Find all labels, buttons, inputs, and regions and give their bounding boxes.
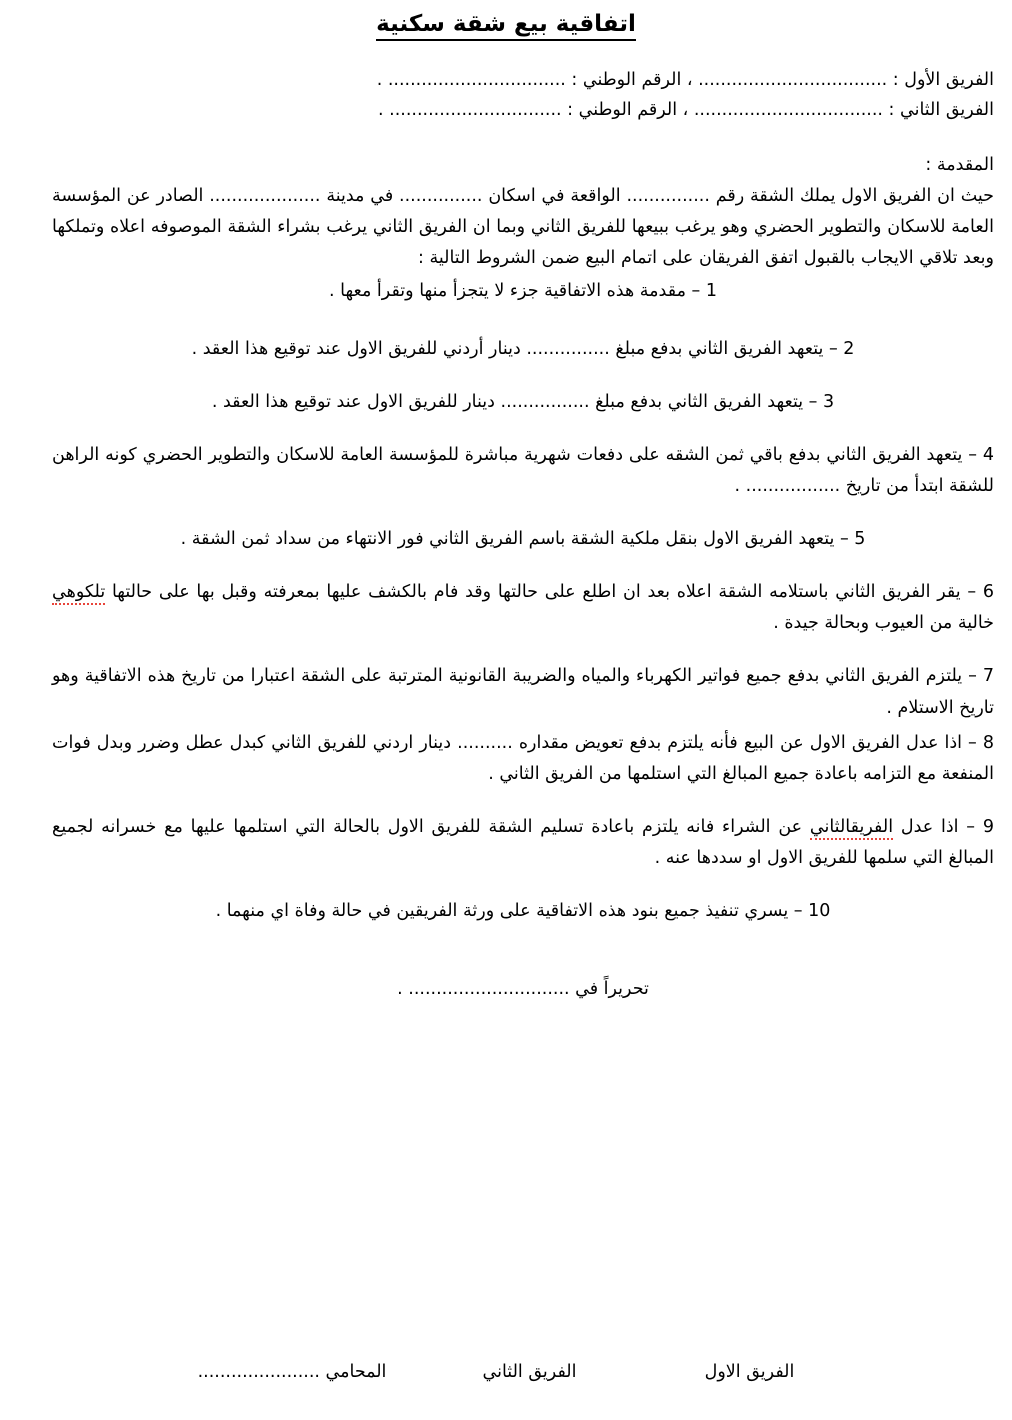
clause-item: 10 – يسري تنفيذ جميع بنود هذه الاتفاقية على ورثة الفريقين في حالة وفاة اي منهما .: [215, 901, 831, 922]
first-party-line: الفريق الأول : .................................. ، الرقم الوطني : ................................ .: [376, 69, 994, 90]
clause-text-after: خالية من العيوب وبحالة جيدة .: [773, 613, 994, 634]
signature-lawyer: المحامي ......................: [197, 1362, 387, 1382]
clause-item: [52, 812, 994, 874]
closing-written-at: تحريراً في ............................. .: [397, 979, 649, 1000]
second-party-line: الفريق الثاني : .................................. ، الرقم الوطني : ............................... .: [378, 99, 994, 120]
page-title-text: اتفاقية بيع شقة سكنية: [376, 11, 636, 41]
preamble-label: المقدمة :: [925, 154, 994, 175]
clause-item: 8 – اذا عدل الفريق الاول عن البيع فأنه يلتزم بدفع تعويض مقداره .......... دينار اردني للفريق الثاني كبدل عطل وضرر وبدل فوات المنفعة مع التزامه باعادة جميع المبالغ التي استلمها من الفريق الثاني .: [52, 732, 994, 784]
preamble-body: حيث ان الفريق الاول يملك الشقة رقم ............... الواقعة في اسكان ............... في مدينة .................... الصادر عن المؤسسة العامة للاسكان والتطوير الحضري وهو يرغب ببيعها للفريق الثاني وبما ان الفريق الثاني يرغب بشراء الشقة الموصوفه اعلاه وتملكها وبعد تلاقي الايجاب بالقبول اتفق الفريقان على اتمام البيع ضمن الشروط التالية :: [52, 185, 994, 269]
signature-first-party: الفريق الاول: [704, 1362, 795, 1382]
clause-text-before: 6 – يقر الفريق الثاني باستلامه الشقة اعلاه بعد ان اطلع على حالتها وقد فام بالكشف عليها بمعرفته وقبل بها على حالتها: [105, 582, 994, 603]
spellcheck-misspelled-word: الفريقالثاني: [810, 817, 893, 840]
clause-item: 7 – يلتزم الفريق الثاني بدفع جميع فواتير الكهرباء والمياه والضريبة القانونية المترتبة على الشقة اعتبارا من تاريخ هذه الاتفاقية وهو تاريخ الاستلام .: [52, 666, 994, 718]
page-title: [0, 0, 1012, 39]
signature-second-party: الفريق الثاني: [482, 1362, 577, 1382]
clause-item: 3 – يتعهد الفريق الثاني بدفع مبلغ ................ دينار للفريق الاول عند توقيع هذا العقد .: [211, 391, 835, 412]
clause-text-before: 9 – اذا عدل: [893, 817, 994, 838]
parties-block: [0, 65, 1012, 125]
clause-text-after: عن الشراء فانه يلتزم باعادة تسليم الشقة للفريق الاول بالحالة التي استلمها عليها مع خسرانه لجميع المبالغ التي سلمها للفريق الاول او سددها عنه .: [52, 817, 994, 869]
clause-item: [52, 577, 994, 639]
clause-item: 1 – مقدمة هذه الاتفاقية جزء لا يتجزأ منها وتقرأ معها .: [329, 281, 717, 302]
clause-item: 5 – يتعهد الفريق الاول بنقل ملكية الشقة باسم الفريق الثاني فور الانتهاء من سداد ثمن الشقة .: [180, 529, 866, 550]
clause-item: 4 – يتعهد الفريق الثاني بدفع باقي ثمن الشقه على دفعات شهرية مباشرة للمؤسسة العامة للاسكان والتطوير الحضري كونه الراهن للشقة ابتدأ من تاريخ ................. .: [52, 444, 994, 496]
clause-item: 2 – يتعهد الفريق الثاني بدفع مبلغ ............... دينار أردني للفريق الاول عند توقيع هذا العقد .: [191, 338, 855, 359]
signature-row: [0, 1362, 1012, 1382]
spellcheck-misspelled-word: تلكوهي: [52, 582, 105, 605]
clauses-list: [0, 276, 1012, 927]
